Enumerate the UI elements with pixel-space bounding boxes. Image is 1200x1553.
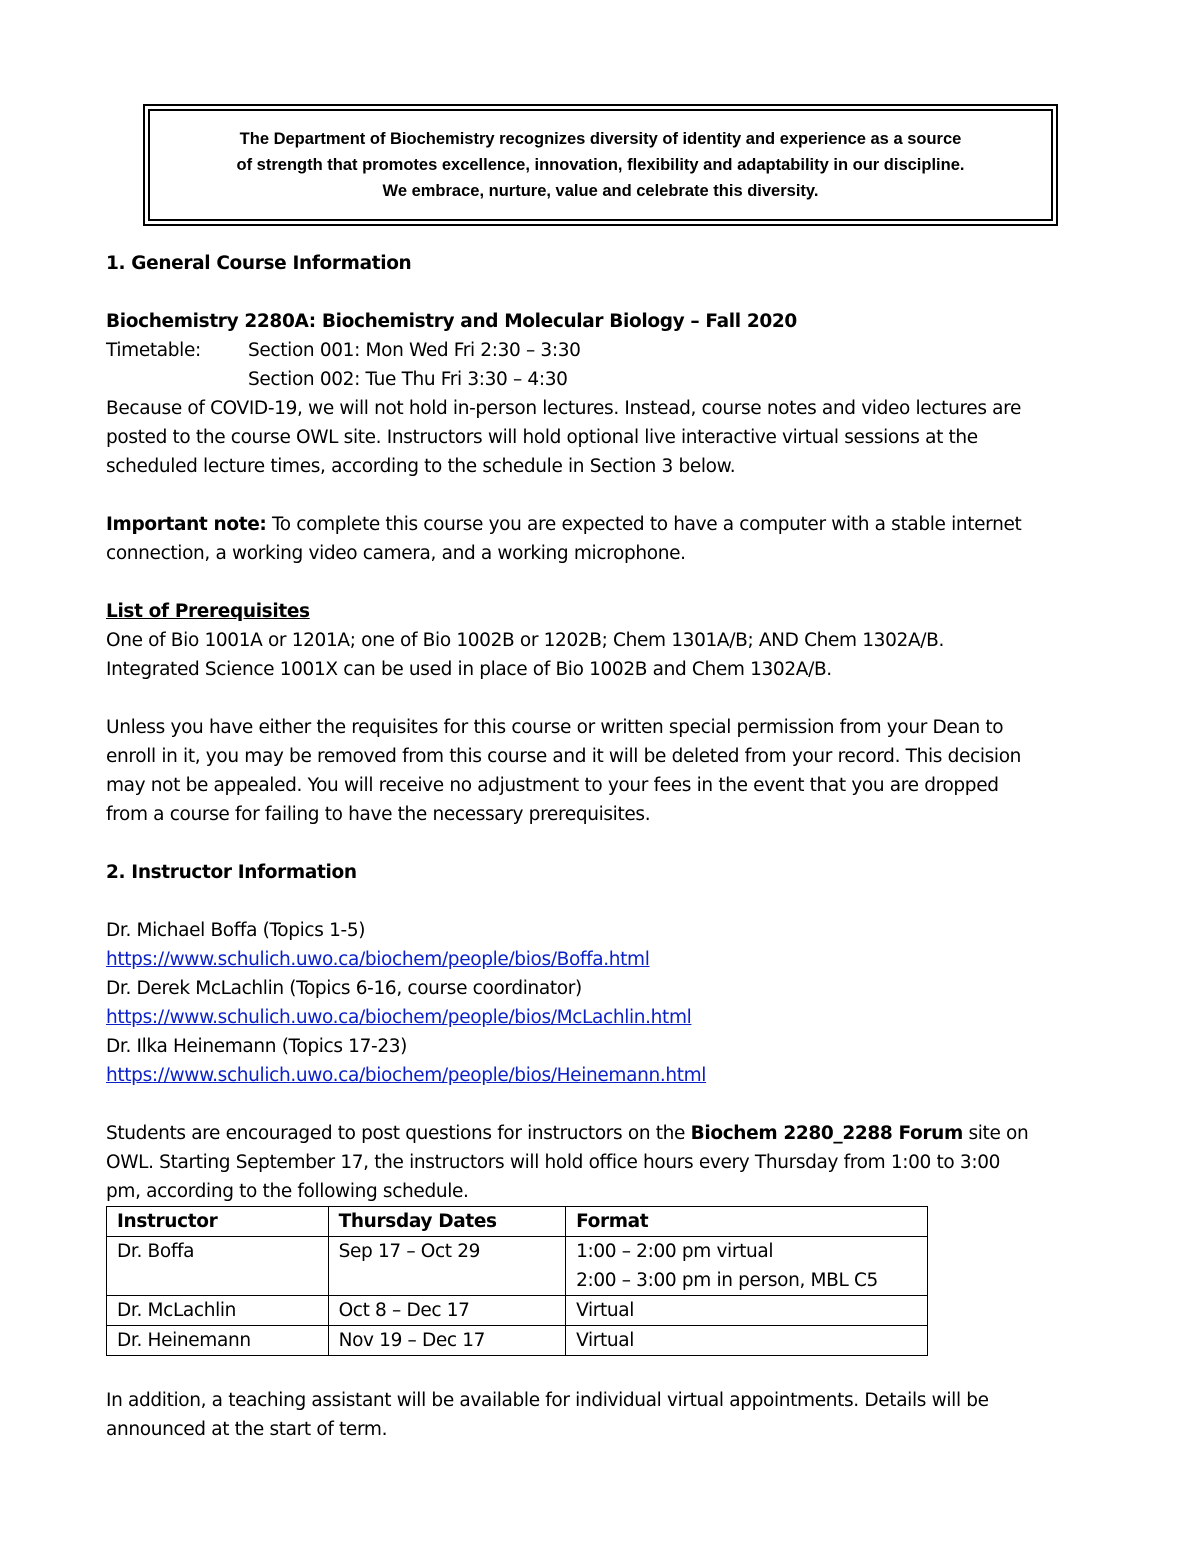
unless-line-3: may not be appealed. You will receive no adjustment to your fees in the event that you are dropped (106, 775, 999, 796)
table-cell-format: Virtual (566, 1326, 928, 1356)
prerequisites-heading: List of Prerequisites (106, 601, 310, 622)
timetable-label: Timetable: (106, 340, 201, 361)
table-cell-format (566, 1237, 928, 1296)
forum-text-pre: Students are encouraged to post questions for instructors on the (106, 1123, 691, 1144)
section1-heading: 1. General Course Information (106, 253, 412, 274)
prerequisites-line-2: Integrated Science 1001X can be used in place of Bio 1002B and Chem 1302A/B. (106, 659, 832, 680)
timetable-section-002: Section 002: Tue Thu Fri 3:30 – 4:30 (248, 369, 568, 390)
course-title: Biochemistry 2280A: Biochemistry and Molecular Biology – Fall 2020 (106, 311, 797, 332)
table-cell-format: Virtual (566, 1296, 928, 1326)
table-row (107, 1326, 928, 1356)
diversity-line-3: We embrace, nurture, value and celebrate this diversity. (382, 182, 819, 200)
forum-line-1 (106, 1119, 1106, 1148)
forum-line-2: OWL. Starting September 17, the instructors will hold office hours every Thursday from 1:00 to 3:00 (106, 1152, 1001, 1173)
table-row (107, 1296, 928, 1326)
important-note-line-2: connection, a working video camera, and a working microphone. (106, 543, 686, 564)
diversity-statement-box (143, 104, 1058, 226)
important-note-line-1 (106, 510, 1106, 539)
table-header-row (107, 1207, 928, 1237)
unless-line-1: Unless you have either the requisites for this course or written special permission from your Dean to (106, 717, 1004, 738)
ta-line-1: In addition, a teaching assistant will be available for individual virtual appointments. Details will be (106, 1390, 989, 1411)
document-body (106, 249, 1106, 1444)
prerequisites-line-1: One of Bio 1001A or 1201A; one of Bio 1002B or 1202B; Chem 1301A/B; AND Chem 1302A/B. (106, 630, 944, 651)
unless-line-4: from a course for failing to have the necessary prerequisites. (106, 804, 651, 825)
covid-line-3: scheduled lecture times, according to the schedule in Section 3 below. (106, 456, 736, 477)
table-cell-instructor: Dr. Boffa (107, 1237, 329, 1296)
table-cell-dates: Nov 19 – Dec 17 (328, 1326, 565, 1356)
important-note-label: Important note: (106, 514, 267, 535)
format-line-2: 2:00 – 3:00 pm in person, MBL C5 (576, 1270, 878, 1291)
instructor-mclachlin-name: Dr. Derek McLachlin (Topics 6-16, course coordinator) (106, 978, 582, 999)
table-cell-dates: Sep 17 – Oct 29 (328, 1237, 565, 1296)
table-cell-instructor: Dr. McLachlin (107, 1296, 329, 1326)
covid-line-1: Because of COVID-19, we will not hold in-person lectures. Instead, course notes and video lectures are (106, 398, 1022, 419)
table-header-instructor: Instructor (107, 1207, 329, 1237)
important-note-text: To complete this course you are expected to have a computer with a stable internet (266, 514, 1022, 535)
timetable-row-1 (106, 336, 1106, 365)
forum-line-3: pm, according to the following schedule. (106, 1181, 469, 1202)
instructor-heinemann-link[interactable]: https://www.schulich.uwo.ca/biochem/people/bios/Heinemann.html (106, 1065, 707, 1086)
instructor-mclachlin-link[interactable]: https://www.schulich.uwo.ca/biochem/people/bios/McLachlin.html (106, 1007, 692, 1028)
covid-line-2: posted to the course OWL site. Instructors will hold optional live interactive virtual sessions at the (106, 427, 978, 448)
table-row (107, 1237, 928, 1296)
instructor-heinemann-name: Dr. Ilka Heinemann (Topics 17-23) (106, 1036, 408, 1057)
unless-line-2: enroll in it, you may be removed from this course and it will be deleted from your record. This decision (106, 746, 1022, 767)
instructor-boffa-link[interactable]: https://www.schulich.uwo.ca/biochem/people/bios/Boffa.html (106, 949, 650, 970)
diversity-statement (161, 126, 1041, 204)
forum-text-post: site on (962, 1123, 1029, 1144)
diversity-line-1: The Department of Biochemistry recognizes diversity of identity and experience as a source (239, 130, 962, 148)
forum-name: Biochem 2280_2288 Forum (690, 1123, 963, 1144)
instructor-boffa-name: Dr. Michael Boffa (Topics 1-5) (106, 920, 366, 941)
office-hours-table (106, 1206, 928, 1356)
table-cell-instructor: Dr. Heinemann (107, 1326, 329, 1356)
format-line-1: 1:00 – 2:00 pm virtual (576, 1241, 774, 1262)
ta-line-2: announced at the start of term. (106, 1419, 388, 1440)
timetable-section-001: Section 001: Mon Wed Fri 2:30 – 3:30 (248, 340, 581, 361)
section2-heading: 2. Instructor Information (106, 862, 357, 883)
table-cell-dates: Oct 8 – Dec 17 (328, 1296, 565, 1326)
table-header-dates: Thursday Dates (328, 1207, 565, 1237)
table-header-format: Format (566, 1207, 928, 1237)
diversity-line-2: of strength that promotes excellence, innovation, flexibility and adaptability in our discipline. (236, 156, 965, 174)
